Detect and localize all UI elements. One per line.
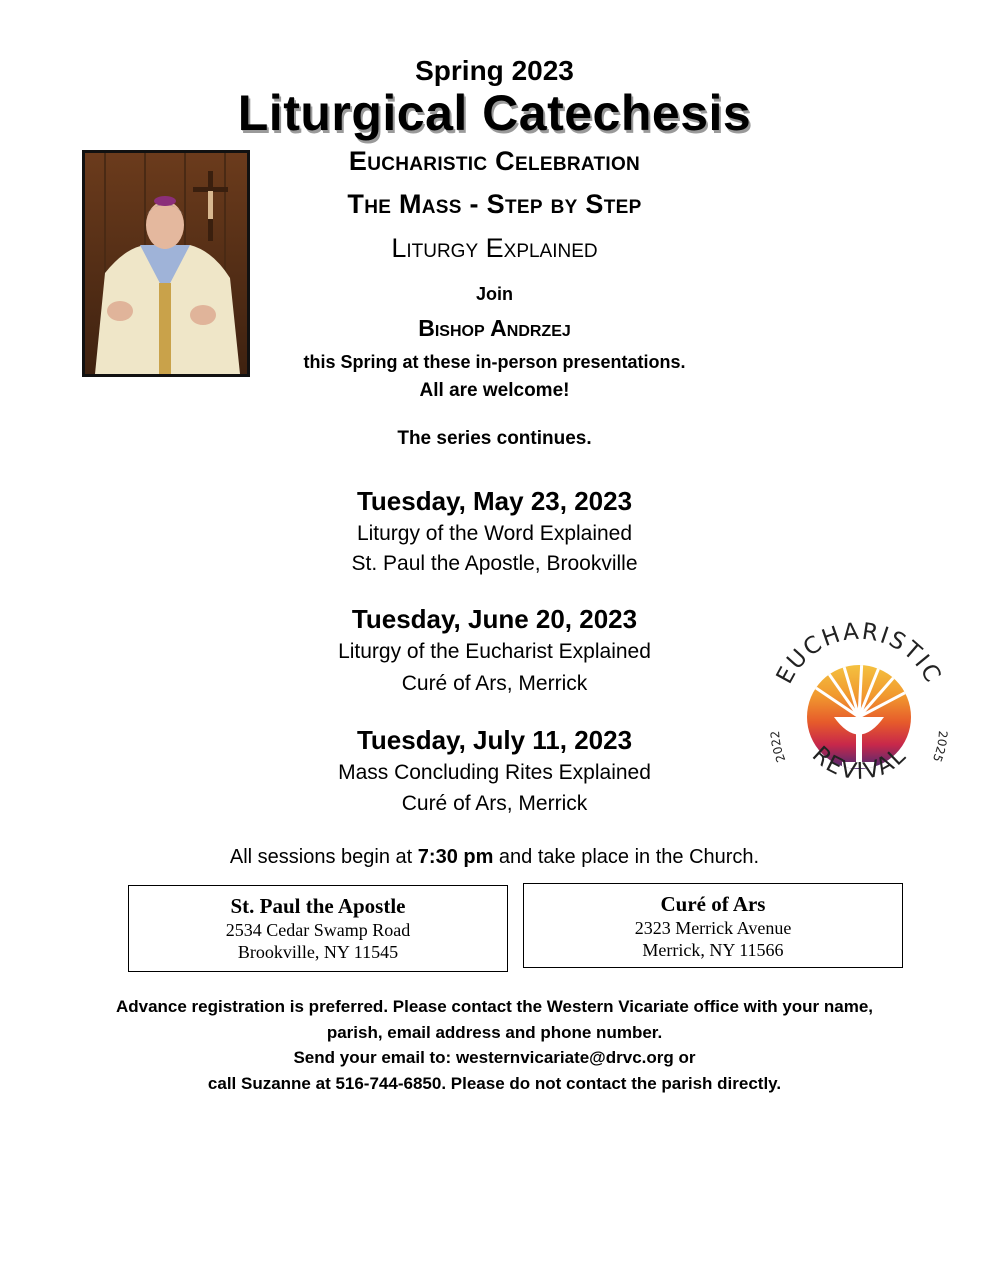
- address-city: Merrick, NY 11566: [642, 940, 784, 960]
- subtitle-eucharistic-celebration: Eucharistic Celebration: [348, 146, 641, 176]
- sessions-time: 7:30 pm: [417, 846, 494, 868]
- bishop-photo-icon: [82, 150, 250, 377]
- logo-top-text: EUCHARISTIC: [771, 622, 947, 689]
- address-street: 2534 Cedar Swamp Road: [225, 920, 411, 940]
- address-name: Curé of Ars: [660, 892, 766, 916]
- session-date: Tuesday, June 20, 2023: [351, 604, 638, 634]
- footer-details: parish, email address and phone number.: [326, 1023, 663, 1042]
- intro-line-presentations: this Spring at these in-person presentations.: [303, 352, 686, 372]
- session-date: Tuesday, July 11, 2023: [356, 725, 633, 755]
- session-topic: Liturgy of the Eucharist Explained: [338, 640, 651, 663]
- address-box-cure-of-ars: [523, 883, 903, 968]
- session-topic: Liturgy of the Word Explained: [356, 522, 633, 545]
- session-date: Tuesday, May 23, 2023: [356, 486, 633, 516]
- session-location: Curé of Ars, Merrick: [401, 672, 588, 695]
- season-heading: Spring 2023: [415, 55, 574, 86]
- footer-email: Send your email to: westernvicariate@drvc.org or: [293, 1048, 696, 1067]
- subtitle-mass-step-by-step: The Mass - Step by Step: [347, 189, 642, 219]
- series-note: The series continues.: [397, 428, 592, 449]
- logo-year-right: 2025: [929, 730, 950, 765]
- sessions-info-before: All sessions begin at: [229, 846, 418, 868]
- session-topic: Mass Concluding Rites Explained: [338, 761, 651, 784]
- footer-phone: call Suzanne at 516-744-6850. Please do not contact the parish directly.: [207, 1074, 782, 1093]
- sessions-info-after: and take place in the Church.: [493, 846, 760, 868]
- intro-line-welcome: All are welcome!: [419, 380, 570, 401]
- address-box-st-paul: [128, 885, 508, 972]
- sessions-info: [0, 846, 989, 869]
- eucharistic-revival-logo: [762, 622, 957, 807]
- footer-registration: Advance registration is preferred. Please contact the Western Vicariate office with your name,: [115, 997, 874, 1016]
- join-text: Join: [475, 284, 513, 304]
- address-city: Brookville, NY 11545: [237, 942, 399, 962]
- subtitle-liturgy-explained: Liturgy Explained: [391, 233, 598, 263]
- presenter-name: Bishop Andrzej: [418, 315, 571, 341]
- logo-bottom-text: REVIVAL: [806, 741, 913, 786]
- page-title: Liturgical Catechesis: [237, 85, 752, 141]
- address-street: 2323 Merrick Avenue: [634, 918, 792, 938]
- session-location: St. Paul the Apostle, Brookville: [351, 552, 638, 575]
- session-location: Curé of Ars, Merrick: [401, 792, 588, 815]
- logo-year-left: 2022: [768, 730, 789, 765]
- address-name: St. Paul the Apostle: [230, 894, 406, 918]
